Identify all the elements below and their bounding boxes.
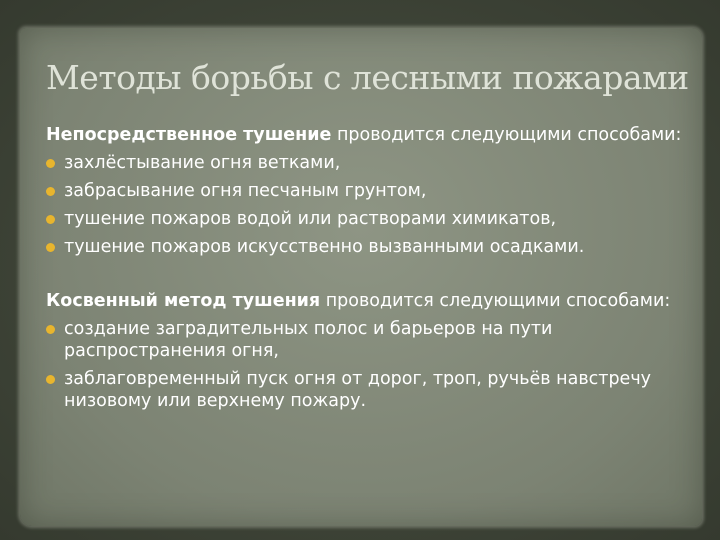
section1-lead-rest: проводится следующими способами: <box>331 125 682 145</box>
section2-lead <box>46 290 686 312</box>
list-item <box>46 208 686 230</box>
list-item <box>46 180 686 202</box>
list-item-text: забрасывание огня песчаным грунтом, <box>64 181 427 201</box>
list-item <box>46 318 686 362</box>
spacer <box>46 264 686 290</box>
list-item-text: заблаговременный пуск огня от дорог, троп, ручьёв навстречу низовому или верхнему пожару. <box>64 369 652 411</box>
section1-list <box>46 152 686 258</box>
slide-title: Методы борьбы с лесными пожарами <box>46 58 689 97</box>
slide-content <box>46 124 686 418</box>
section1-lead <box>46 124 686 146</box>
list-item-text: тушение пожаров искусственно вызванными осадками. <box>64 237 585 257</box>
bullet-icon <box>46 215 55 224</box>
section2-list <box>46 318 686 412</box>
list-item-text: захлёстывание огня ветками, <box>64 153 341 173</box>
list-item <box>46 236 686 258</box>
list-item <box>46 368 686 412</box>
bullet-icon <box>46 187 55 196</box>
list-item-text: тушение пожаров водой или растворами химикатов, <box>64 209 557 229</box>
bullet-icon <box>46 325 55 334</box>
bullet-icon <box>46 243 55 252</box>
bullet-icon <box>46 375 55 384</box>
section2-lead-bold: Косвенный метод тушения <box>46 291 321 311</box>
section1-lead-bold: Непосредственное тушение <box>46 125 332 145</box>
section2-lead-rest: проводится следующими способами: <box>320 291 671 311</box>
bullet-icon <box>46 159 55 168</box>
list-item <box>46 152 686 174</box>
list-item-text: создание заградительных полос и барьеров на пути распространения огня, <box>64 319 553 361</box>
